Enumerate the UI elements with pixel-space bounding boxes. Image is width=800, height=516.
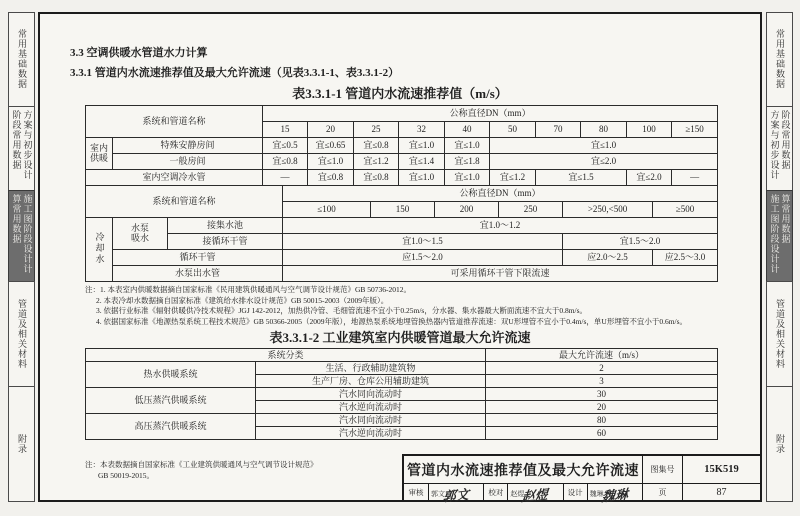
- group-pump-suction: [113, 218, 168, 250]
- designer-printed-name: 魏琳: [589, 490, 604, 498]
- cell: 80: [486, 414, 718, 427]
- section-heading: 3.3 空调供暖水管道水力计算: [70, 47, 208, 59]
- cell: 宜≤1.2: [490, 170, 536, 186]
- group-indoor-heating-label: 室内供暖: [89, 143, 108, 163]
- checker-signature: 赵煜: [521, 486, 549, 505]
- cell: 宜≤0.8: [354, 170, 399, 186]
- dn-col: 20: [308, 122, 354, 138]
- note-2: 2. 本表冷却水数据摘自国家标准《建筑给水排水设计规范》GB 50015-2003（2009年版）。: [96, 295, 389, 305]
- sidebar-tab-appendix: 附录: [8, 386, 35, 502]
- sidebar-tab-construction-design-right: 施工图阶段设计计算常用数据: [766, 190, 793, 281]
- cell: 应1.5～2.0: [283, 250, 563, 266]
- cell: 应2.5～3.0: [653, 250, 718, 266]
- note-4: 4. 依据国家标准《地源热泵系统工程技术规范》GB 50366-2005（2009年版），地源热泵系统地埋管换热器内管道推荐流速：双U形埋管不宜小于0.4m/s，单U形埋管不宜小于0.6m/s。: [96, 316, 688, 326]
- dn-col: 50: [490, 122, 536, 138]
- dn-col: 250: [499, 202, 563, 218]
- cell: 宜≤0.65: [308, 138, 354, 154]
- group-low-pressure-steam: 低压蒸汽供暖系统: [86, 388, 256, 414]
- row-label: 特殊安静房间: [113, 138, 263, 154]
- cell: 宜≤0.5: [263, 138, 308, 154]
- reviewer-printed-name: 郭文: [431, 490, 445, 498]
- dn-col: 25: [354, 122, 399, 138]
- table-row: [86, 106, 718, 122]
- cell: 60: [486, 427, 718, 440]
- reviewer-signature: 郭文: [442, 486, 470, 505]
- sidebar-tab-appendix-right: 附录: [766, 386, 793, 502]
- checker-label: 校对: [483, 484, 507, 500]
- row-label: 生活、行政辅助建筑物: [256, 362, 486, 375]
- row-label: 循环干管: [113, 250, 283, 266]
- checker-name: [507, 484, 562, 505]
- table-row: [86, 234, 718, 250]
- dn-col: ≥500: [653, 202, 718, 218]
- sidebar-tab-basic-data-right: 常用基础数据: [766, 12, 793, 106]
- designer-label: 设计: [563, 484, 587, 500]
- table-row: [86, 388, 718, 401]
- cell: 应2.0～2.5: [563, 250, 653, 266]
- dn-col: ≤100: [283, 202, 371, 218]
- cell: 宜≤2.0: [627, 170, 672, 186]
- designer-name: [587, 484, 642, 505]
- dn-col: 150: [371, 202, 435, 218]
- title-block-row-1: [404, 456, 760, 484]
- table1-dn-header-lower: 公称直径DN（mm）: [283, 186, 718, 202]
- table-row: [86, 349, 718, 362]
- table1-corner: 系统和管道名称: [86, 106, 263, 138]
- dn-col: 200: [435, 202, 499, 218]
- cell: 宜≤1.5: [536, 170, 627, 186]
- sidebar-tab-pipes-materials-right: 管道及相关材料: [766, 281, 793, 385]
- table1-notes: [85, 285, 725, 327]
- table-3311-lower: [85, 185, 718, 282]
- group-indoor-heating: [86, 138, 113, 170]
- table-row: [86, 138, 718, 154]
- row-label-chilled-water: 室内空调冷水管: [86, 170, 263, 186]
- table2-header-class: 系统分类: [86, 349, 486, 362]
- table2-note-line2: GB 50019-2015。: [98, 471, 155, 480]
- cell: 宜≤1.0: [399, 138, 445, 154]
- reviewer-name: [428, 484, 483, 505]
- group-high-pressure-steam: 高压蒸汽供暖系统: [86, 414, 256, 440]
- table-row: [86, 414, 718, 427]
- cell: 2: [486, 362, 718, 375]
- cell: 宜≤2.0: [490, 154, 718, 170]
- cell: 30: [486, 388, 718, 401]
- right-tab-strip: [766, 12, 793, 502]
- row-label: 接集水池: [168, 218, 283, 234]
- table-3312: [85, 348, 718, 440]
- row-label: 汽水逆向流动时: [256, 401, 486, 414]
- row-label: 水泵出水管: [113, 266, 283, 282]
- cell: 宜≤1.0: [445, 170, 490, 186]
- table-row: [86, 362, 718, 375]
- sidebar-tab-pipes-materials: 管道及相关材料: [8, 281, 35, 385]
- table-row: [86, 186, 718, 202]
- group-hot-water-heating: 热水供暖系统: [86, 362, 256, 388]
- cell: 宜≤1.0: [445, 138, 490, 154]
- dn-col: ≥150: [672, 122, 718, 138]
- dn-col: 80: [581, 122, 627, 138]
- row-label: 汽水同向流动时: [256, 414, 486, 427]
- cell: 可采用循环干管下限流速: [283, 266, 718, 282]
- dn-col: 15: [263, 122, 308, 138]
- atlas-number: 15K519: [682, 456, 760, 483]
- cell: 宜1.5～2.0: [563, 234, 718, 250]
- bottom-strip: [40, 454, 760, 505]
- sidebar-tab-construction-design: 施工图阶段设计计算常用数据: [8, 190, 35, 281]
- table-row: [86, 250, 718, 266]
- cell: 宜≤1.0: [399, 170, 445, 186]
- note-3: 3. 依据行业标准《辐射供暖供冷技术规程》JGJ 142-2012，加热供冷管、毛细管流速不宜小于0.25m/s，分水器、集水器最大断面流速不宜大于0.8m/s。: [96, 306, 588, 315]
- dn-col: 40: [445, 122, 490, 138]
- checker-printed-name: 赵煜: [510, 490, 525, 498]
- drawing-title-block: [402, 454, 760, 505]
- row-label: 生产厂房、仓库公用辅助建筑: [256, 375, 486, 388]
- sidebar-tab-preliminary-design: 方案与初步设计阶段常用数据: [8, 106, 35, 191]
- table2-title: 表3.3.1-2 工业建筑室内供暖管道最大允许流速: [269, 330, 531, 345]
- note-1: 注：1. 本表室内供暖数据摘自国家标准《民用建筑供暖通风与空气调节设计规范》GB 50736-2012。: [85, 285, 412, 294]
- group-cooling-water: [86, 218, 113, 282]
- row-label: 汽水逆向流动时: [256, 427, 486, 440]
- cell: 20: [486, 401, 718, 414]
- cell: 3: [486, 375, 718, 388]
- table2-note-line1: 注：本表数据摘自国家标准《工业建筑供暖通风与空气调节设计规范》: [85, 460, 318, 469]
- row-label: 接循环干管: [168, 234, 283, 250]
- sidebar-tab-preliminary-design-right: 方案与初步设计阶段常用数据: [766, 106, 793, 191]
- cell: 宜≤0.8: [308, 170, 354, 186]
- dn-col: 70: [536, 122, 581, 138]
- cell: 宜≤0.8: [354, 138, 399, 154]
- table1-title: 表3.3.1-1 管道内水流速推荐值（m/s）: [292, 86, 508, 101]
- drawing-title: 管道内水流速推荐值及最大允许流速: [407, 463, 639, 479]
- sidebar-tab-basic-data: 常用基础数据: [8, 12, 35, 106]
- row-label: 汽水同向流动时: [256, 388, 486, 401]
- cell: 宜1.0～1.5: [283, 234, 563, 250]
- table-row: [86, 218, 718, 234]
- table-3311-upper: [85, 105, 718, 186]
- cell: —: [672, 170, 718, 186]
- cell: —: [263, 170, 308, 186]
- cell: 宜≤1.0: [308, 154, 354, 170]
- page-label: 页: [642, 484, 682, 500]
- table2-note: [40, 454, 402, 500]
- group-cooling-water-label: 冷却水: [94, 231, 105, 265]
- table-row: [86, 170, 718, 186]
- cell: 宜≤0.8: [263, 154, 308, 170]
- table2-header-speed: 最大允许流速（m/s）: [486, 349, 718, 362]
- atlas-number-label: 图集号: [642, 456, 682, 483]
- table-row: [86, 154, 718, 170]
- table-row: [86, 266, 718, 282]
- page-content: [40, 14, 760, 505]
- cell: 宜≤1.0: [490, 138, 718, 154]
- group-pump-suction-label: 水泵吸水: [130, 223, 149, 243]
- row-label: 一般房间: [113, 154, 263, 170]
- page-number: 87: [682, 484, 760, 500]
- left-tab-strip: [8, 12, 35, 502]
- subsection-heading: 3.3.1 管道内水流速推荐值及最大允许流速（见表3.3.1-1、表3.3.1-2）: [70, 67, 400, 79]
- cell: 宜≤1.2: [354, 154, 399, 170]
- reviewer-label: 审核: [408, 487, 424, 497]
- dn-col: >250,<500: [563, 202, 653, 218]
- dn-col: 100: [627, 122, 672, 138]
- table1-dn-header: 公称直径DN（mm）: [263, 106, 718, 122]
- title-block-row-2: [404, 484, 760, 505]
- cell: 宜≤1.4: [399, 154, 445, 170]
- cell: 宜≤1.8: [445, 154, 490, 170]
- table1-corner-lower: 系统和管道名称: [86, 186, 283, 218]
- cell: 宜1.0～1.2: [283, 218, 718, 234]
- dn-col: 32: [399, 122, 445, 138]
- designer-signature: 魏琳: [601, 486, 629, 505]
- page-frame: [38, 12, 762, 505]
